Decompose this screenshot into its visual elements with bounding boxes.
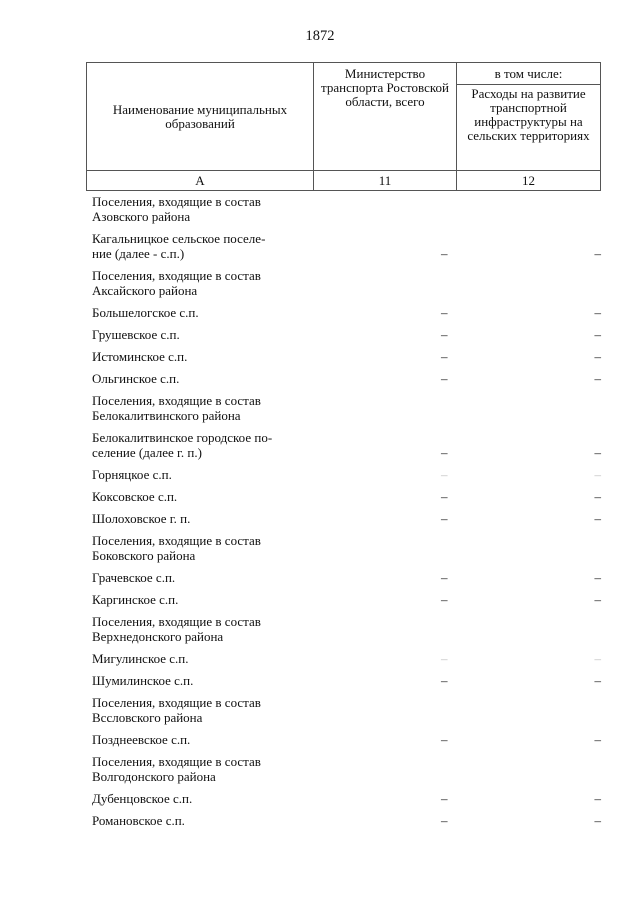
page-number: 1872 [305, 28, 335, 44]
row-value-12: – [594, 371, 601, 386]
row-name [92, 791, 314, 806]
row-value-12: – [594, 489, 601, 504]
row-name [92, 393, 314, 423]
table-row [92, 813, 601, 828]
table-row [92, 371, 601, 386]
row-name-line: Шумилинское с.п. [92, 673, 194, 688]
row-value-12: – [594, 305, 601, 320]
row-name [92, 533, 314, 563]
row-value-11: – [441, 511, 448, 526]
row-name [92, 371, 314, 386]
row-name-line: Поселения, входящие в состав [92, 614, 261, 629]
row-name-line: Большелогское с.п. [92, 305, 199, 320]
row-value-11: – [441, 592, 448, 607]
row-name-line: Шолоховское г. п. [92, 511, 191, 526]
row-value-11: – [441, 246, 448, 261]
row-name [92, 614, 314, 644]
row-name [92, 695, 314, 725]
row-value-11: – [441, 489, 448, 504]
row-name-line: Поселения, входящие в состав [92, 268, 261, 283]
row-value-12: – [594, 813, 601, 828]
table-header [86, 62, 601, 191]
row-value-12: – [594, 511, 601, 526]
header-including: в том числе: [457, 63, 601, 85]
row-name-line: Кагальницкое сельское поселе- [92, 231, 266, 246]
row-name [92, 511, 314, 526]
row-name-line: Поселения, входящие в состав [92, 393, 261, 408]
row-name-line: ние (далее - с.п.) [92, 246, 185, 261]
row-name [92, 732, 314, 747]
table-row [92, 673, 601, 688]
row-name [92, 592, 314, 607]
row-value-11: – [441, 327, 448, 342]
row-name-line: Волгодонского района [92, 769, 216, 784]
table-row [92, 533, 601, 563]
row-name [92, 813, 314, 828]
header-index-11: 11 [314, 171, 457, 191]
row-name-line: селение (далее г. п.) [92, 445, 202, 460]
row-name-line: Дубенцовское с.п. [92, 791, 193, 806]
row-name [92, 489, 314, 504]
row-name-line: Поселения, входящие в состав [92, 754, 261, 769]
table-row [92, 791, 601, 806]
table-row [92, 732, 601, 747]
row-name [92, 430, 314, 460]
row-value-12: – [594, 445, 601, 460]
header-index-12: 12 [457, 171, 601, 191]
row-value-11: – [441, 467, 448, 482]
table-row [92, 651, 601, 666]
table-row [92, 194, 601, 224]
row-value-11: – [441, 445, 448, 460]
row-value-11: – [441, 371, 448, 386]
row-value-11: – [441, 673, 448, 688]
row-value-12: – [594, 349, 601, 364]
row-name [92, 327, 314, 342]
table-row [92, 614, 601, 644]
header-name-column: Наименование муниципальных образований [87, 63, 314, 171]
row-name [92, 673, 314, 688]
row-name [92, 349, 314, 364]
row-name-line: Боковского района [92, 548, 196, 563]
table-row [92, 305, 601, 320]
header-subcolumn: Расходы на развитие транспортной инфраструктуры на сельских территориях [457, 85, 601, 171]
row-name [92, 651, 314, 666]
row-name [92, 194, 314, 224]
row-name-line: Грачевское с.п. [92, 570, 176, 585]
table-row [92, 467, 601, 482]
table-row [92, 327, 601, 342]
row-value-12: – [594, 327, 601, 342]
row-value-12: – [594, 673, 601, 688]
row-name-line: Азовского района [92, 209, 191, 224]
table-row [92, 393, 601, 423]
row-name-line: Поселения, входящие в состав [92, 533, 261, 548]
row-name-line: Горняцкое с.п. [92, 467, 172, 482]
row-name-line: Каргинское с.п. [92, 592, 179, 607]
header-index-a: А [87, 171, 314, 191]
row-value-12: – [594, 592, 601, 607]
table-row [92, 592, 601, 607]
row-name [92, 231, 314, 261]
row-name-line: Поселения, входящие в состав [92, 194, 261, 209]
row-name-line: Поселения, входящие в состав [92, 695, 261, 710]
row-name [92, 754, 314, 784]
row-value-12: – [594, 732, 601, 747]
table-row [92, 430, 601, 460]
row-value-12: – [594, 246, 601, 261]
row-name-line: Верхнедонского района [92, 629, 224, 644]
row-value-11: – [441, 570, 448, 585]
row-name [92, 570, 314, 585]
table-row [92, 695, 601, 725]
row-value-11: – [441, 813, 448, 828]
row-name-line: Ольгинское с.п. [92, 371, 180, 386]
row-name-line: Белокалитвинское городское по- [92, 430, 273, 445]
table-row [92, 268, 601, 298]
row-name [92, 305, 314, 320]
table-row [92, 511, 601, 526]
row-value-12: – [594, 467, 601, 482]
row-name-line: Позднеевское с.п. [92, 732, 191, 747]
table-row [92, 754, 601, 784]
table-row [92, 570, 601, 585]
row-value-11: – [441, 349, 448, 364]
table-row [92, 489, 601, 504]
row-name-line: Коксовское с.п. [92, 489, 178, 504]
row-value-11: – [441, 732, 448, 747]
row-name-line: Мигулинское с.п. [92, 651, 189, 666]
row-value-11: – [441, 791, 448, 806]
row-value-11: – [441, 651, 448, 666]
row-value-12: – [594, 791, 601, 806]
row-value-12: – [594, 570, 601, 585]
table-row [92, 349, 601, 364]
row-name-line: Романовское с.п. [92, 813, 185, 828]
header-ministry-column: Министерство транспорта Ростовской области, всего [314, 63, 457, 171]
row-name-line: Белокалитвинского района [92, 408, 241, 423]
row-value-11: – [441, 305, 448, 320]
row-name [92, 268, 314, 298]
table-body [92, 194, 601, 828]
row-name-line: Грушевское с.п. [92, 327, 180, 342]
row-value-12: – [594, 651, 601, 666]
row-name [92, 467, 314, 482]
table-row [92, 231, 601, 261]
row-name-line: Вссловского района [92, 710, 203, 725]
row-name-line: Истоминское с.п. [92, 349, 188, 364]
row-name-line: Аксайского района [92, 283, 198, 298]
